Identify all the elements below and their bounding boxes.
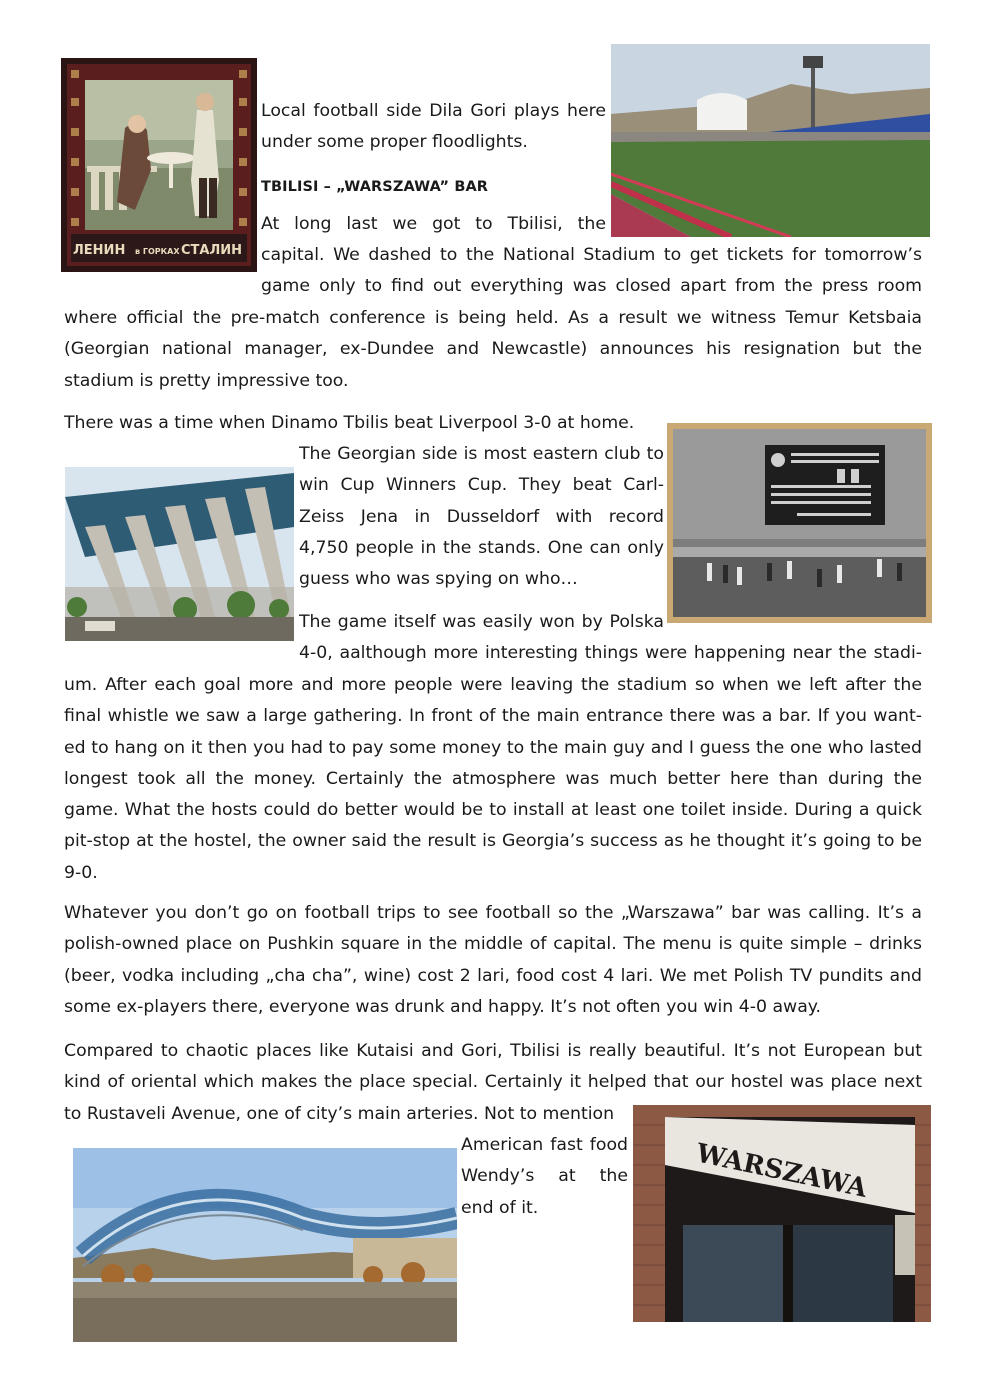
text-line: Wendy’s at the bbox=[461, 1166, 628, 1187]
text-line: Compared to chaotic places like Kutaisi and Gori, Tbilisi is really beautiful. It’s not European but bbox=[64, 1041, 922, 1061]
warszawa-sign-text: WARSZAWA bbox=[693, 1138, 870, 1204]
text-line: win Cup Winners Cup. They beat Carl- bbox=[299, 475, 664, 496]
text-line: game only to find out everything was closed apart from the press room bbox=[261, 276, 922, 297]
paragraph-tbilisi-intro-top bbox=[261, 209, 606, 240]
text-line: where official the pre-match conference is being held. As a result we witness Temur Ketsbaia bbox=[64, 308, 922, 328]
text-line: 4-0, aalthough more interesting things were happening near the stadi- bbox=[299, 643, 922, 663]
text-line: longest took all the money. Certainly the atmosphere was much better here than during the bbox=[64, 768, 922, 789]
text-line: polish-owned place on Pushkin square in the middle of capital. The menu is quite simple – drinks bbox=[64, 934, 922, 955]
section-heading: TBILISI – „WARSZAWA” BAR bbox=[261, 179, 489, 195]
paragraph-game-second bbox=[299, 638, 922, 669]
national-stadium-photo bbox=[65, 467, 294, 641]
text-line: some ex-players there, everyone was drunk and happy. It’s not often you win 4-0 away. bbox=[64, 996, 822, 1017]
text-line: under some proper floodlights. bbox=[261, 132, 528, 153]
tapestry-caption-right: СТАЛИН bbox=[181, 243, 243, 258]
text-line: Whatever you don’t go on football trips to see football so the „Warszawa” bar was calling. It’s a bbox=[64, 903, 922, 923]
text-line: um. After each goal more and more people were leaving the stadium so when we left after the bbox=[64, 675, 922, 695]
text-line: to Rustaveli Avenue, one of city’s main arteries. Not to mention bbox=[64, 1104, 615, 1124]
tapestry-caption-left: ЛЕНИН bbox=[73, 243, 126, 258]
paragraph-dinamo-history-first bbox=[64, 408, 664, 439]
text-line: ed to hang on it then you had to pay some money to the main guy and I guess the one who lasted bbox=[64, 737, 922, 758]
text-line: (beer, vodka including „cha cha”, wine) cost 2 lari, food cost 4 lari. We met Polish TV pundits and bbox=[64, 965, 922, 986]
text-line: game. What the hosts could do better would be to install at least one toilet inside. During a quick bbox=[64, 800, 922, 821]
paragraph-warszawa-bar bbox=[64, 898, 922, 1023]
paragraph-game bbox=[64, 670, 922, 889]
text-line: end of it. bbox=[461, 1197, 539, 1218]
tapestry-caption-mid: в ГОРКАХ bbox=[135, 247, 180, 256]
paragraph-dinamo-history bbox=[299, 439, 664, 595]
paragraph-dila-gori bbox=[261, 96, 606, 159]
text-line: Zeiss Jena in Dusseldorf with record bbox=[299, 506, 664, 527]
text-line: stadium is pretty impressive too. bbox=[64, 370, 349, 391]
text-line: The game itself was easily won by Polska bbox=[299, 612, 664, 632]
text-line: Local football side Dila Gori plays here bbox=[261, 101, 606, 121]
paragraph-tbilisi-intro-cont bbox=[64, 303, 922, 397]
gori-stadium-photo bbox=[611, 44, 930, 237]
text-line: kind of oriental which makes the place special. Certainly it helped that our hostel was place next bbox=[64, 1072, 922, 1093]
text-line: 9-0. bbox=[64, 862, 98, 883]
lenin-stalin-tapestry-photo bbox=[61, 58, 257, 272]
bridge-of-peace-photo bbox=[73, 1148, 457, 1342]
text-line: 4,750 people in the stands. One can only bbox=[299, 537, 664, 558]
warszawa-bar-photo bbox=[633, 1105, 931, 1322]
text-line: final whistle we saw a large gathering. In front of the main entrance there was a bar. If you want- bbox=[64, 706, 922, 727]
paragraph-game-first bbox=[299, 607, 664, 638]
paragraph-tbilisi-intro bbox=[261, 240, 922, 303]
paragraph-tbilisi-beauty-cont bbox=[64, 1099, 628, 1130]
scoreboard-archive-photo bbox=[667, 423, 932, 623]
text-line: (Georgian national manager, ex-Dundee and Newcastle) announces his resignation but the bbox=[64, 339, 922, 360]
text-line: guess who was spying on who… bbox=[299, 569, 578, 590]
text-line: There was a time when Dinamo Tbilis beat Liverpool 3-0 at home. bbox=[64, 413, 635, 433]
text-line: The Georgian side is most eastern club to bbox=[299, 444, 664, 464]
paragraph-tbilisi-beauty-end bbox=[461, 1130, 628, 1224]
text-line: pit-stop at the hostel, the owner said the result is Georgia’s success as he thought it’s going to be bbox=[64, 831, 922, 852]
text-line: At long last we got to Tbilisi, the bbox=[261, 214, 606, 234]
text-line: capital. We dashed to the National Stadium to get tickets for tomorrow’s bbox=[261, 245, 922, 265]
text-line: American fast food bbox=[461, 1135, 628, 1155]
paragraph-tbilisi-beauty bbox=[64, 1036, 922, 1099]
